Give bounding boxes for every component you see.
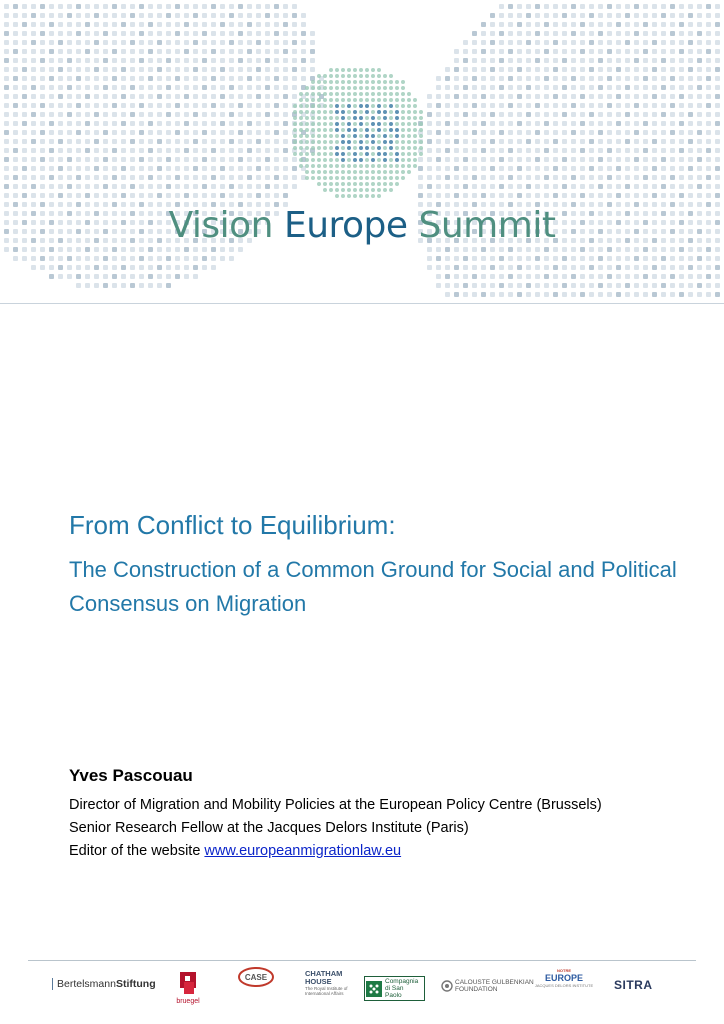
gulbenkian-emblem-icon xyxy=(441,980,453,992)
stiftung-text: Stiftung xyxy=(115,978,156,990)
website-link[interactable]: www.europeanmigrationlaw.eu xyxy=(204,843,402,859)
logo-word-europe: Europe xyxy=(283,205,408,246)
logo-word-vision: Vision xyxy=(168,205,273,246)
website-label: Editor of the website xyxy=(69,843,205,859)
notre-europe-logo xyxy=(534,968,594,988)
sitra-logo: SITRA xyxy=(614,978,653,992)
delors-institute-text: JACQUES DELORS INSTITUTE xyxy=(534,983,594,988)
document-title: From Conflict to Equilibrium: xyxy=(69,510,396,540)
dotted-globe-background xyxy=(0,0,724,303)
bruegel-text: bruegel xyxy=(176,998,200,1005)
footer-divider xyxy=(28,960,696,961)
chatham-text: CHATHAM xyxy=(305,969,343,978)
logo-word-summit: Summit xyxy=(418,205,556,246)
san-paolo-text: Compagnia di San Paolo xyxy=(385,978,419,999)
bertelsmann-stiftung-logo xyxy=(52,978,156,990)
gulbenkian-text-2: FOUNDATION xyxy=(455,986,498,993)
san-paolo-emblem-icon xyxy=(366,981,382,997)
bruegel-logo xyxy=(172,970,204,1005)
compagnia-san-paolo-logo xyxy=(364,976,425,1001)
notre-text: NOTRE xyxy=(557,968,571,973)
chatham-tagline: The Royal Institute of International Affairs xyxy=(305,986,348,996)
author-affiliation-3 xyxy=(69,843,401,859)
gulbenkian-text-1: CALOUSTE GULBENKIAN xyxy=(455,979,534,986)
partner-logos xyxy=(0,962,724,1024)
author-name: Yves Pascouau xyxy=(69,766,193,785)
case-logo xyxy=(234,966,278,990)
chatham-house-logo xyxy=(305,970,357,996)
author-affiliation-1: Director of Migration and Mobility Policies at the European Policy Centre (Brussels) xyxy=(69,797,602,813)
bruegel-emblem-icon xyxy=(177,970,199,998)
header-banner xyxy=(0,0,724,303)
document-subtitle: The Construction of a Common Ground for Social and Political Consensus on Migration xyxy=(69,557,677,616)
author-affiliation-2: Senior Research Fellow at the Jacques Delors Institute (Paris) xyxy=(69,820,469,836)
header-divider xyxy=(0,303,724,304)
house-text: HOUSE xyxy=(305,977,332,986)
europe-text: EUROPE xyxy=(544,973,583,983)
calouste-gulbenkian-logo xyxy=(441,979,534,993)
vision-europe-summit-logo xyxy=(0,205,724,246)
case-text: CASE xyxy=(244,973,268,982)
bertelsmann-text: Bertelsmann xyxy=(57,978,116,990)
